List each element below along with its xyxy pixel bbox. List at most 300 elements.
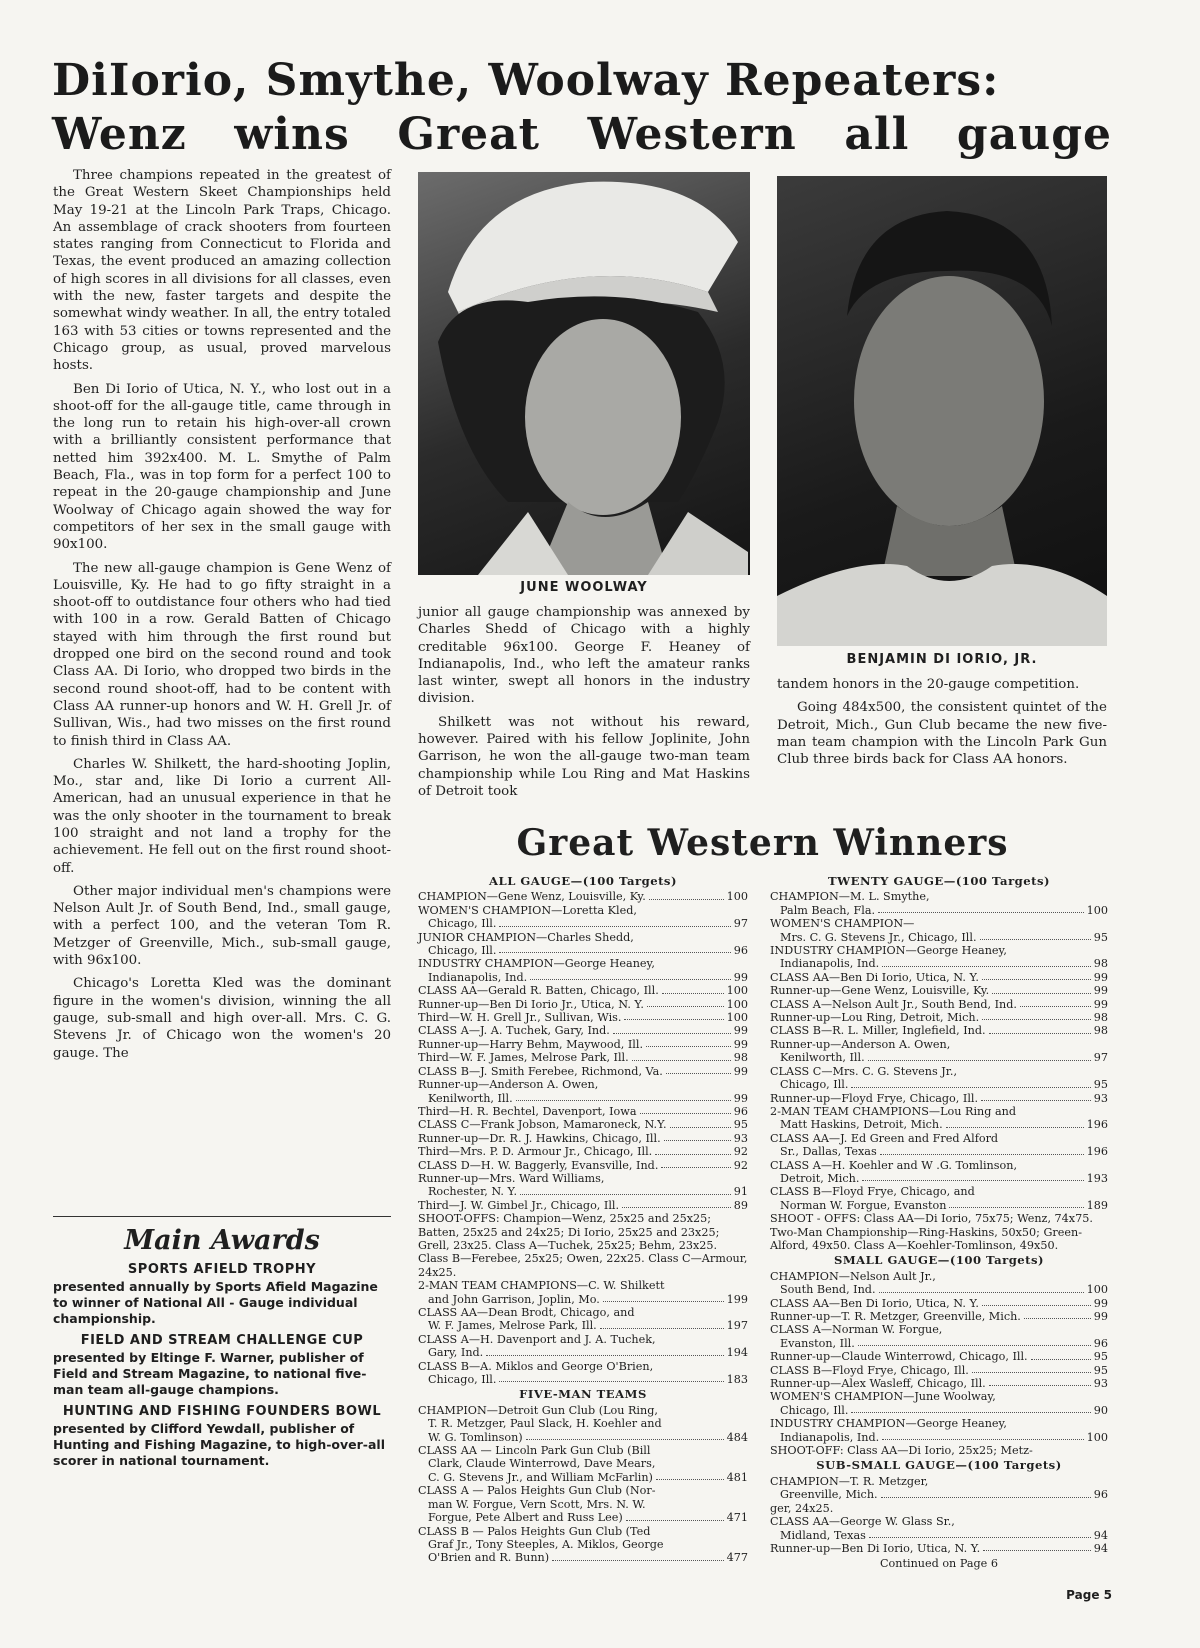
table-row	[418, 1172, 748, 1185]
table-row	[418, 1431, 748, 1444]
article-paragraph: Going 484x500, the consistent quintet of the Detroit, Mich., Gun Club became the new five-man team champion with the Lincoln Park Gun Club three birds back for Class AA honors.	[777, 700, 1107, 768]
dot-leader	[624, 1019, 723, 1020]
result-score: 99	[733, 970, 748, 984]
dot-leader	[851, 1412, 1090, 1413]
result-entry: Sr., Dallas, Texas	[780, 1145, 877, 1159]
result-entry: Third—H. R. Bechtel, Davenport, Iowa	[418, 1104, 637, 1118]
table-row	[418, 1551, 748, 1564]
table-row	[770, 971, 1108, 984]
result-entry: CHAMPION—Nelson Ault Jr.,	[770, 1269, 936, 1283]
result-entry: CLASS AA—J. Ed Green and Fred Alford	[770, 1131, 999, 1145]
table-row	[770, 1132, 1108, 1145]
result-entry: C. G. Stevens Jr., and William McFarlin)	[428, 1470, 653, 1484]
result-entry: Indianapolis, Ind.	[428, 970, 528, 984]
photo-june-woolway	[418, 172, 750, 575]
result-entry: CLASS B—Floyd Frye, Chicago, Ill.	[770, 1363, 969, 1377]
table-row	[770, 1377, 1108, 1390]
table-row	[770, 1431, 1108, 1444]
result-entry: Runner-up—Ben Di Iorio Jr., Utica, N. Y.	[418, 997, 644, 1011]
result-entry: Third—W. F. James, Melrose Park, Ill.	[418, 1051, 629, 1065]
table-row	[418, 1360, 748, 1373]
table-row	[770, 1199, 1108, 1212]
result-score: 95	[733, 1118, 748, 1132]
result-entry: CLASS A—J. A. Tuchek, Gary, Ind.	[418, 1024, 610, 1038]
dot-leader	[499, 1381, 723, 1382]
table-row	[770, 1337, 1108, 1350]
article-column-2	[418, 604, 750, 806]
result-entry: WOMEN'S CHAMPION—	[770, 917, 915, 931]
result-entry: Indianapolis, Ind.	[780, 957, 880, 971]
dot-leader	[1024, 1318, 1091, 1319]
table-row	[418, 1159, 748, 1172]
table-row	[418, 998, 748, 1011]
table-row	[770, 1118, 1108, 1131]
award-heading: HUNTING AND FISHING FOUNDERS BOWL	[62, 1404, 382, 1419]
dot-leader	[972, 1372, 1091, 1373]
table-row	[418, 1024, 748, 1037]
result-score: 484	[726, 1430, 748, 1444]
result-entry: CLASS AA—Ben Di Iorio, Utica, N. Y.	[770, 1296, 979, 1310]
dot-leader	[640, 1113, 731, 1114]
table-row	[418, 1078, 748, 1091]
result-entry: Indianapolis, Ind.	[780, 1430, 880, 1444]
result-score: 196	[1086, 1145, 1108, 1159]
result-score: 96	[1093, 1336, 1108, 1350]
result-score: 95	[1093, 930, 1108, 944]
table-row	[770, 1051, 1108, 1064]
result-entry: 2-MAN TEAM CHAMPIONS—C. W. Shilkett	[418, 1279, 665, 1293]
dot-leader	[622, 1207, 731, 1208]
result-entry: Runner-up—Lou Ring, Detroit, Mich.	[770, 1011, 980, 1025]
table-note: SHOOT-OFF: Class AA—Di Iorio, 25x25; Metz-	[770, 1444, 1033, 1458]
result-score: 100	[1086, 903, 1108, 917]
table-section-heading: SMALL GAUGE—(100 Targets)	[833, 1253, 1045, 1268]
table-row	[418, 931, 748, 944]
article-paragraph: Other major individual men's champions were Nelson Ault Jr. of South Bend, Ind., small gauge, with a perfect 100, and the veteran Tom R. Metzger of Greenville, Mich., sub-small gauge, with 96x100.	[53, 883, 391, 969]
dot-leader	[647, 1006, 724, 1007]
table-note: ger, 24x25.	[770, 1501, 834, 1515]
result-entry: CHAMPION—Gene Wenz, Louisville, Ky.	[418, 890, 646, 904]
table-section-heading: FIVE-MAN TEAMS	[519, 1387, 647, 1402]
result-entry: INDUSTRY CHAMPION—George Heaney,	[770, 1417, 1007, 1431]
result-entry: CLASS AA—Dean Brodt, Chicago, and	[418, 1306, 635, 1319]
result-score: 189	[1086, 1198, 1108, 1212]
table-row	[418, 1525, 748, 1538]
result-score: 99	[1093, 997, 1108, 1011]
table-row	[770, 904, 1108, 917]
headline-word: wins	[234, 109, 350, 160]
result-score: 98	[733, 1051, 748, 1065]
table-row	[770, 1350, 1108, 1363]
result-score: 99	[1093, 984, 1108, 998]
table-row	[418, 1279, 748, 1292]
result-entry: CHAMPION—Detroit Gun Club (Lou Ring,	[418, 1403, 658, 1417]
dot-leader	[600, 1328, 724, 1329]
result-entry: INDUSTRY CHAMPION—George Heaney,	[418, 957, 655, 971]
table-row	[418, 971, 748, 984]
divider	[53, 1216, 391, 1217]
table-row	[770, 1529, 1108, 1542]
dot-leader	[981, 1100, 1091, 1101]
article-paragraph: tandem honors in the 20-gauge competition.	[777, 677, 1080, 692]
headline-line-2	[52, 108, 1112, 162]
result-score: 93	[1093, 1377, 1108, 1391]
table-row	[770, 1542, 1108, 1555]
winners-title: Great Western Winners	[516, 822, 1009, 864]
dot-leader	[878, 912, 1084, 913]
dot-leader	[661, 1167, 730, 1168]
dot-leader	[520, 1194, 731, 1195]
result-score: 91	[733, 1185, 748, 1199]
result-entry: W. G. Tomlinson)	[428, 1430, 523, 1444]
headline	[52, 54, 1112, 162]
result-entry: Runner-up—Floyd Frye, Chicago, Ill.	[770, 1091, 979, 1105]
result-score: 94	[1093, 1528, 1108, 1542]
dot-leader	[646, 1046, 731, 1047]
table-row	[770, 1185, 1108, 1198]
table-row	[418, 1145, 748, 1158]
result-entry: CLASS AA—Gerald R. Batten, Chicago, Ill.	[418, 984, 659, 998]
article-column-1	[53, 167, 391, 1068]
portrait-man-image	[777, 176, 1107, 646]
result-entry: Kenilworth, Ill.	[780, 1051, 865, 1065]
result-score: 471	[726, 1511, 748, 1525]
table-row	[770, 1323, 1108, 1336]
dot-leader	[499, 926, 730, 927]
table-row	[770, 1038, 1108, 1051]
table-row	[770, 957, 1108, 970]
result-entry: man W. Forgue, Vern Scott, Mrs. N. W.	[428, 1497, 646, 1511]
table-row	[418, 957, 748, 970]
table-row	[418, 1118, 748, 1131]
table-row	[418, 1373, 748, 1386]
result-entry: INDUSTRY CHAMPION—George Heaney,	[770, 944, 1007, 958]
result-entry: Kenilworth, Ill.	[428, 1091, 513, 1105]
result-entry: CLASS C—Mrs. C. G. Stevens Jr.,	[770, 1064, 958, 1078]
article-paragraph: Shilkett was not without his reward, however. Paired with his fellow Joplinite, John Garrison, he won the all-gauge two-man team championship while Lou Ring and Mat Haskins of Detroit took	[418, 714, 750, 799]
dot-leader	[655, 1154, 731, 1155]
table-row	[418, 1306, 748, 1319]
result-entry: Runner-up—Claude Winterrowd, Chicago, Ill.	[770, 1350, 1028, 1364]
dot-leader	[949, 1207, 1083, 1208]
result-score: 93	[733, 1131, 748, 1145]
dot-leader	[982, 979, 1091, 980]
table-row	[770, 1270, 1108, 1283]
result-entry: Gary, Ind.	[428, 1346, 484, 1360]
dot-leader	[879, 1292, 1084, 1293]
result-entry: and John Garrison, Joplin, Mo.	[428, 1292, 600, 1306]
result-score: 99	[1093, 1296, 1108, 1310]
result-entry: Chicago, Ill.	[780, 1403, 849, 1417]
awards-title: Main Awards	[124, 1225, 320, 1256]
result-score: 95	[1093, 1350, 1108, 1364]
article-paragraph: The new all-gauge champion is Gene Wenz of Louisville, Ky. He had to go fifty straight in a shoot-off to outdistance four others who had tied with 100 in a row. Gerald Batten of Chicago stayed with him through the first round but dropped one bird on the second round and took Class AA. Di Iorio, who dropped two birds in the second round shoot-off, had to be content with Class AA runner-up honors and W. H. Grell Jr. of Sullivan, Wis., had two misses on the first round to finish third in Class AA.	[53, 560, 391, 749]
result-entry: Chicago, Ill.	[428, 944, 497, 958]
table-row	[770, 1172, 1108, 1185]
result-entry: T. R. Metzger, Paul Slack, H. Koehler and	[428, 1417, 662, 1431]
article-paragraph: Ben Di Iorio of Utica, N. Y., who lost out in a shoot-off for the all-gauge title, came through in the long run to retain his high-over-all crown with a brilliantly consistent performance that netted him 392x400. M. L. Smythe of Palm Beach, Fla., was in top form for a perfect 100 to repeat in the 20-gauge championship and June Woolway of Chicago again showed the way for competitors of her sex in the small gauge with 90x100.	[53, 381, 391, 553]
portrait-woman-image	[418, 172, 750, 575]
result-entry: Runner-up—Harry Behm, Maywood, Ill.	[418, 1037, 644, 1051]
result-entry: 2-MAN TEAM CHAMPIONS—Lou Ring and	[770, 1104, 1016, 1118]
result-entry: Mrs. C. G. Stevens Jr., Chicago, Ill.	[780, 930, 977, 944]
result-entry: CLASS A—H. Koehler and W .G. Tomlinson,	[770, 1158, 1018, 1172]
result-score: 90	[1093, 1403, 1108, 1417]
result-score: 99	[733, 1024, 748, 1038]
award-description: presented by Eltinge F. Warner, publisher of Field and Stream Magazine, to national five-man team all-gauge champions.	[53, 1350, 367, 1397]
table-row	[770, 984, 1108, 997]
result-entry: CLASS A—Nelson Ault Jr., South Bend, Ind.	[770, 997, 1017, 1011]
table-row	[418, 1199, 748, 1212]
page-number: Page 5	[1066, 1588, 1112, 1602]
award-heading: FIELD AND STREAM CHALLENGE CUP	[80, 1333, 364, 1348]
result-entry: Runner-up—Alex Wasleff, Chicago, Ill.	[770, 1377, 986, 1391]
result-entry: CLASS B—Floyd Frye, Chicago, and	[770, 1185, 975, 1199]
result-score: 96	[1093, 1488, 1108, 1502]
table-row	[770, 890, 1108, 903]
article-paragraph: Chicago's Loretta Kled was the dominant figure in the women's division, winning the all gauge, sub-small and high over-all. Mrs. C. G. Stevens Jr. of Chicago won the women's 20 gauge. The	[53, 976, 391, 1061]
table-row	[418, 1092, 748, 1105]
table-row	[770, 1515, 1108, 1528]
table-row	[770, 1297, 1108, 1310]
result-entry: Midland, Texas	[780, 1528, 866, 1542]
result-entry: Third—W. H. Grell Jr., Sullivan, Wis.	[418, 1011, 622, 1025]
table-row	[770, 1092, 1108, 1105]
result-entry: CLASS D—H. W. Baggerly, Evansville, Ind.	[418, 1158, 659, 1172]
continued-note: Continued on Page 6	[880, 1557, 998, 1571]
result-entry: Runner-up—Dr. R. J. Hawkins, Chicago, Ill.	[418, 1131, 661, 1145]
result-entry: CLASS C—Frank Jobson, Mamaroneck, N.Y.	[418, 1118, 667, 1132]
dot-leader	[868, 1060, 1091, 1061]
main-awards-box	[53, 1216, 391, 1475]
result-entry: CHAMPION—M. L. Smythe,	[770, 890, 930, 904]
table-row	[770, 1475, 1108, 1488]
result-score: 98	[1093, 957, 1108, 971]
dot-leader	[880, 1154, 1084, 1155]
result-entry: CLASS AA—Ben Di Iorio, Utica, N. Y.	[770, 970, 979, 984]
result-entry: WOMEN'S CHAMPION—June Woolway,	[770, 1390, 996, 1404]
table-row	[770, 1364, 1108, 1377]
dot-leader	[881, 1497, 1091, 1498]
table-row	[418, 1511, 748, 1524]
result-score: 196	[1086, 1118, 1108, 1132]
table-row	[770, 1065, 1108, 1078]
table-section-heading: TWENTY GAUGE—(100 Targets)	[827, 874, 1051, 888]
result-entry: Chicago, Ill.	[428, 1373, 497, 1387]
table-row	[418, 1471, 748, 1484]
result-entry: Norman W. Forgue, Evanston	[780, 1198, 947, 1212]
dot-leader	[670, 1127, 731, 1128]
article-paragraph: Three champions repeated in the greatest of the Great Western Skeet Championships held May 19-21 at the Lincoln Park Traps, Chicago. An assemblage of crack shooters from fourteen states ranging from Connecticut to Florida and Texas, the event produced an amazing collection of high scores in all divisions for all classes, even with the new, faster targets and despite the somewhat windy weather. In all, the entry totaled 163 with 53 cities or towns represented and the Chicago group, as usual, proved marvelous hosts.	[53, 168, 391, 374]
table-row	[418, 1498, 748, 1511]
headline-word: Wenz	[52, 109, 187, 160]
dot-leader	[858, 1345, 1091, 1346]
result-entry: Graf Jr., Tony Steeples, A. Miklos, George	[428, 1537, 664, 1551]
result-score: 99	[1093, 970, 1108, 984]
table-row	[770, 931, 1108, 944]
table-row	[418, 1417, 748, 1430]
result-entry: CLASS AA — Lincoln Park Gun Club (Bill	[418, 1444, 651, 1458]
dot-leader	[882, 1439, 1083, 1440]
dot-leader	[656, 1479, 724, 1480]
result-entry: CLASS A — Palos Heights Gun Club (Nor-	[418, 1484, 656, 1498]
result-score: 92	[733, 1158, 748, 1172]
result-score: 94	[1093, 1541, 1108, 1555]
result-score: 89	[733, 1198, 748, 1212]
table-row	[418, 904, 748, 917]
table-row	[770, 917, 1108, 930]
result-entry: CLASS AA—George W. Glass Sr.,	[770, 1515, 955, 1529]
dot-leader	[526, 1439, 724, 1440]
result-entry: Forgue, Pete Albert and Russ Lee)	[428, 1511, 623, 1525]
table-row	[418, 1185, 748, 1198]
result-score: 193	[1086, 1171, 1108, 1185]
dot-leader	[632, 1060, 731, 1061]
table-row	[770, 1024, 1108, 1037]
result-entry: CHAMPION—T. R. Metzger,	[770, 1474, 929, 1488]
result-score: 100	[726, 997, 748, 1011]
result-entry: CLASS B—R. L. Miller, Inglefield, Ind.	[770, 1024, 986, 1038]
table-row	[770, 1078, 1108, 1091]
dot-leader	[662, 993, 724, 994]
award-description: presented annually by Sports Afield Magazine to winner of National All - Gauge individual championship.	[53, 1279, 378, 1326]
table-row	[418, 1404, 748, 1417]
result-entry: Chicago, Ill.	[428, 917, 497, 931]
table-row	[770, 1390, 1108, 1403]
dot-leader	[613, 1033, 731, 1034]
result-entry: JUNIOR CHAMPION—Charles Shedd,	[418, 930, 634, 944]
result-score: 96	[733, 1104, 748, 1118]
dot-leader	[516, 1100, 731, 1101]
result-entry: Runner-up—Mrs. Ward Williams,	[418, 1171, 605, 1185]
result-entry: Detroit, Mich.	[780, 1171, 860, 1185]
article-column-3	[777, 676, 1107, 774]
result-entry: CLASS A—H. Davenport and J. A. Tuchek,	[418, 1332, 656, 1346]
winners-table-right	[770, 873, 1108, 1571]
result-score: 100	[726, 890, 748, 904]
dot-leader	[603, 1301, 724, 1302]
dot-leader	[626, 1520, 724, 1521]
headline-word: Great	[397, 109, 540, 160]
dot-leader	[946, 1127, 1084, 1128]
table-row	[770, 944, 1108, 957]
dot-leader	[989, 1033, 1091, 1034]
table-note: SHOOT - OFFS: Class AA—Di Iorio, 75x75; Wenz, 74x75. Two-Man Championship—Ring-Haskins, 50x50; Green-Alford, 49x50. Class A—Koehler-Tomlinson, 49x50.	[770, 1212, 1093, 1252]
result-entry: Greenville, Mich.	[780, 1488, 878, 1502]
result-score: 95	[1093, 1078, 1108, 1092]
dot-leader	[980, 939, 1091, 940]
headline-word: gauge	[956, 109, 1112, 160]
result-entry: Third—J. W. Gimbel Jr., Chicago, Ill.	[418, 1198, 620, 1212]
headline-word: Western	[587, 109, 797, 160]
result-entry: Runner-up—T. R. Metzger, Greenville, Mich.	[770, 1310, 1021, 1323]
dot-leader	[649, 899, 724, 900]
table-row	[418, 1132, 748, 1145]
winners-table-left	[418, 873, 748, 1565]
result-entry: WOMEN'S CHAMPION—Loretta Kled,	[418, 903, 637, 917]
result-score: 93	[1093, 1091, 1108, 1105]
result-entry: Rochester, N. Y.	[428, 1185, 518, 1199]
article-paragraph: Charles W. Shilkett, the hard-shooting Joplin, Mo., star and, like Di Iorio a current All-American, had an unusual experience in that he was the only shooter in the tournament to break 100 straight and not land a trophy for the achievement. He fell out on the first round shoot-off.	[53, 756, 391, 876]
dot-leader	[983, 1550, 1091, 1551]
result-entry: O'Brien and R. Bunn)	[428, 1551, 550, 1565]
dot-leader	[664, 1140, 731, 1141]
result-score: 98	[1093, 1011, 1108, 1025]
table-row	[418, 984, 748, 997]
dot-leader	[851, 1087, 1090, 1088]
table-row	[770, 1283, 1108, 1296]
table-row	[418, 1065, 748, 1078]
result-entry: Clark, Claude Winterrowd, Dave Mears,	[428, 1457, 656, 1471]
photo-caption: JUNE WOOLWAY	[520, 580, 648, 595]
article-paragraph: junior all gauge championship was annexed by Charles Shedd of Chicago with a highly creditable 96x100. George F. Heaney of Indianapolis, Ind., who left the amateur ranks last winter, swept all honors in the industry division.	[418, 605, 750, 707]
dot-leader	[1020, 1006, 1091, 1007]
result-score: 100	[1086, 1430, 1108, 1444]
result-score: 99	[733, 1091, 748, 1105]
table-row	[770, 1145, 1108, 1158]
table-row	[418, 1038, 748, 1051]
dot-leader	[982, 1305, 1091, 1306]
table-note: SHOOT-OFFS: Champion—Wenz, 25x25 and 25x25; Batten, 25x25 and 24x25; Di Iorio, 25x25 and 23x25; Grell, 23x25. Class A—Tuchek, 25x25; Behm, 23x25. Class B—Ferebee, 25x25; Owen, 22x25. Class C—Armour, 24x25.	[418, 1212, 748, 1279]
table-row	[770, 1011, 1108, 1024]
award-description: presented by Clifford Yewdall, publisher of Hunting and Fishing Magazine, to high-over-all scorer in national tournament.	[53, 1421, 385, 1468]
table-row	[418, 1011, 748, 1024]
table-row	[770, 1310, 1108, 1323]
dot-leader	[862, 1180, 1083, 1181]
table-row	[418, 1293, 748, 1306]
dot-leader	[982, 1019, 1091, 1020]
table-row	[418, 1319, 748, 1332]
result-entry: CLASS B — Palos Heights Gun Club (Ted	[418, 1524, 651, 1538]
result-entry: Runner-up—Gene Wenz, Louisville, Ky.	[770, 984, 990, 998]
result-entry: South Bend, Ind.	[780, 1283, 876, 1297]
result-score: 96	[733, 944, 748, 958]
result-entry: Palm Beach, Fla.	[780, 903, 876, 917]
table-section-heading: ALL GAUGE—(100 Targets)	[489, 874, 677, 888]
table-row	[418, 1105, 748, 1118]
result-score: 197	[726, 1319, 748, 1333]
table-row	[770, 998, 1108, 1011]
result-entry: Runner-up—Ben Di Iorio, Utica, N. Y.	[770, 1541, 981, 1555]
table-row	[418, 1346, 748, 1359]
table-row	[770, 1488, 1108, 1501]
result-entry: CLASS B—A. Miklos and George O'Brien,	[418, 1359, 654, 1373]
headline-word: all	[844, 109, 910, 160]
result-score: 477	[726, 1551, 748, 1565]
table-row	[418, 1538, 748, 1551]
dot-leader	[486, 1355, 723, 1356]
table-row	[770, 1404, 1108, 1417]
table-row	[418, 890, 748, 903]
result-score: 98	[1093, 1024, 1108, 1038]
table-row	[770, 1159, 1108, 1172]
table-row	[418, 917, 748, 930]
table-row	[418, 1051, 748, 1064]
result-score: 194	[726, 1346, 748, 1360]
result-entry: CLASS B—J. Smith Ferebee, Richmond, Va.	[418, 1064, 663, 1078]
dot-leader	[530, 979, 731, 980]
result-score: 92	[733, 1145, 748, 1159]
dot-leader	[499, 952, 730, 953]
table-section-heading: SUB-SMALL GAUGE—(100 Targets)	[816, 1458, 1062, 1473]
table-row	[418, 944, 748, 957]
result-score: 99	[1093, 1310, 1108, 1323]
dot-leader	[1031, 1359, 1091, 1360]
result-score: 183	[726, 1373, 748, 1387]
result-score: 99	[733, 1064, 748, 1078]
headline-line-1: DiIorio, Smythe, Woolway Repeaters:	[52, 55, 1000, 106]
result-score: 97	[1093, 1051, 1108, 1065]
